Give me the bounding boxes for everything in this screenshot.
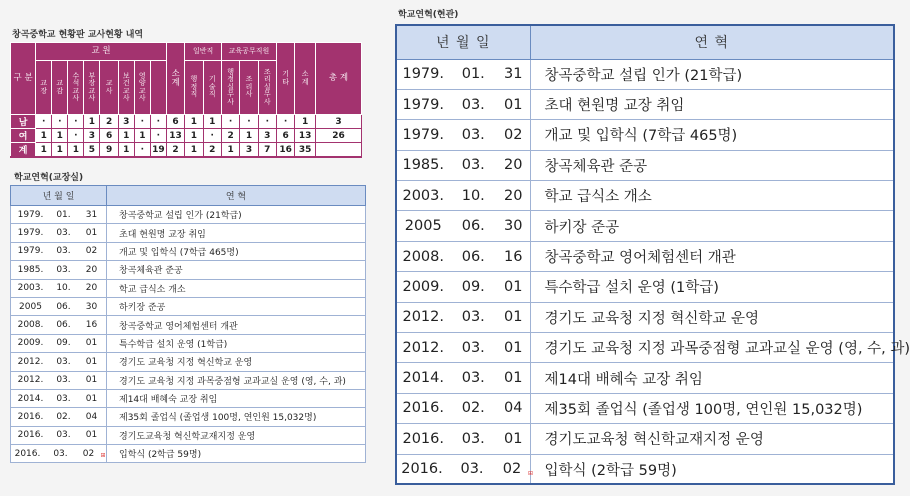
staff-cell: 1 xyxy=(240,129,258,143)
staff-header-gyowon: 교 원 xyxy=(36,43,167,61)
large-history-date xyxy=(396,424,530,454)
small-history-date-year: 2016. xyxy=(17,411,44,422)
staff-header-gubun: 구 분 xyxy=(11,43,36,115)
large-history-row xyxy=(396,211,894,241)
large-history-date-year: 2005 xyxy=(404,218,442,235)
large-history-event: 제14대 배혜숙 교장 취임 xyxy=(530,363,894,393)
large-history-date-day: 01 xyxy=(504,339,523,356)
staff-row-label: 남 xyxy=(11,115,36,129)
staff-cell: 9 xyxy=(100,143,118,158)
small-history-date-day: 01 xyxy=(85,430,98,441)
large-history-table xyxy=(395,24,910,485)
staff-table-title: 창곡중학교 현황판 교사현황 내역 xyxy=(12,30,144,40)
staff-cell: 2 xyxy=(100,115,118,129)
large-history-date-year: 2008. xyxy=(402,248,444,265)
staff-cell: 1 xyxy=(221,143,239,158)
large-history-event: 특수학급 설치 운영 (1학급) xyxy=(530,272,894,302)
large-history-date-year: 2016. xyxy=(402,400,444,417)
large-history-date-month: 02. xyxy=(461,400,485,417)
large-history-date-day: 04 xyxy=(504,400,523,417)
staff-col-header: 기술직 xyxy=(203,61,221,115)
large-history-date-day: 01 xyxy=(504,96,523,113)
staff-cell: 1 xyxy=(295,115,316,129)
staff-cell: · xyxy=(36,115,52,129)
staff-cell: 19 xyxy=(150,143,166,158)
small-history-row xyxy=(11,261,366,279)
staff-col-header: 부장교사 xyxy=(84,61,100,115)
small-history-event: 경기도교육청 혁신학교재지정 운영 xyxy=(107,426,366,444)
staff-row-label: 여 xyxy=(11,129,36,143)
large-history-row xyxy=(396,393,894,423)
staff-cell: 7 xyxy=(258,143,276,158)
staff-cell: 35 xyxy=(295,143,316,158)
large-history-date-day: 31 xyxy=(504,66,523,83)
large-history-date-header: 년 월 일 xyxy=(396,25,530,59)
large-history-date-month: 09. xyxy=(461,278,485,295)
staff-cell: 1 xyxy=(203,115,221,129)
small-history-row xyxy=(11,353,366,371)
staff-cell: · xyxy=(276,115,294,129)
small-history-row xyxy=(11,297,366,315)
staff-cell: 2 xyxy=(203,143,221,158)
staff-table xyxy=(10,42,362,158)
small-history-date-day: 02 xyxy=(85,246,98,257)
small-history-date xyxy=(11,316,107,334)
large-history-row xyxy=(396,181,894,211)
small-history-date-year: 2009. xyxy=(17,338,44,349)
staff-cell: · xyxy=(203,129,221,143)
small-history-date-month: 03. xyxy=(56,264,71,275)
small-history-date xyxy=(11,371,107,389)
large-history-date xyxy=(396,150,530,180)
small-history-event: 창곡중학교 영어체험센터 개관 xyxy=(107,316,366,334)
large-history-date-day: 20 xyxy=(504,187,523,204)
large-history-row xyxy=(396,272,894,302)
small-history-date-year: 1979. xyxy=(17,246,44,257)
small-history-date-month: 03. xyxy=(56,246,71,257)
large-history-date xyxy=(396,302,530,332)
small-history-date-header: 년 월 일 xyxy=(11,186,107,206)
staff-cell: · xyxy=(258,115,276,129)
small-history-event: 입학식 (2학급 59명) xyxy=(107,445,366,463)
small-history-date-month: 03. xyxy=(53,448,68,459)
staff-col-header: 교장 xyxy=(36,61,52,115)
large-history-event-header: 연 혁 xyxy=(530,25,894,59)
staff-cell: 13 xyxy=(166,129,184,143)
small-history-date xyxy=(11,224,107,242)
staff-header-gyowon-subtotal: 소 계 xyxy=(166,43,184,115)
staff-col-header: 영양교사 xyxy=(134,61,150,115)
staff-row xyxy=(11,143,362,158)
large-history-event: 입학식 (2학급 59명) xyxy=(530,454,894,484)
small-history-row xyxy=(11,389,366,407)
staff-header-so: 소 계 xyxy=(295,43,316,115)
small-history-date xyxy=(11,261,107,279)
small-history-date-day: 01 xyxy=(85,228,98,239)
large-history-date-year: 2016. xyxy=(401,461,443,478)
staff-cell: 1 xyxy=(36,143,52,158)
staff-cell: 1 xyxy=(84,115,100,129)
large-history-date-day: 02 xyxy=(502,461,522,478)
large-history-event: 학교 급식소 개소 xyxy=(530,181,894,211)
staff-cell: 13 xyxy=(295,129,316,143)
small-history-date-year: 2016. xyxy=(17,430,44,441)
large-history-date-month: 03. xyxy=(461,157,485,174)
large-history-date xyxy=(396,89,530,119)
staff-cell: 1 xyxy=(185,143,203,158)
small-history-date-month: 10. xyxy=(56,283,71,294)
small-history-title: 학교연혁(교장실) xyxy=(14,173,84,183)
small-history-date-year: 2016. xyxy=(14,448,41,459)
staff-cell: 5 xyxy=(84,143,100,158)
small-history-event-header: 연 혁 xyxy=(107,186,366,206)
small-history-row xyxy=(11,279,366,297)
large-history-event: 창곡중학교 영어체험센터 개관 xyxy=(530,241,894,271)
small-history-date-day: 01 xyxy=(85,338,98,349)
small-history-event: 창곡중학교 설립 인가 (21학급) xyxy=(107,206,366,224)
small-history-event: 학교 급식소 개소 xyxy=(107,279,366,297)
small-history-date xyxy=(11,353,107,371)
small-history-row xyxy=(11,242,366,260)
small-history-date-year: 1979. xyxy=(17,209,44,220)
large-history-date xyxy=(396,181,530,211)
staff-cell: · xyxy=(150,129,166,143)
small-history-date-year: 2005 xyxy=(19,301,42,312)
staff-cell: 3 xyxy=(84,129,100,143)
large-history-event: 초대 현원명 교장 취임 xyxy=(530,89,894,119)
staff-col-header: 교감 xyxy=(52,61,68,115)
small-history-event: 창곡체육관 준공 xyxy=(107,261,366,279)
staff-col-header: 보건교사 xyxy=(118,61,134,115)
large-history-date-month: 03. xyxy=(461,126,485,143)
small-history-date xyxy=(11,279,107,297)
small-history-row xyxy=(11,206,366,224)
staff-cell: 3 xyxy=(315,115,361,129)
staff-cell: 26 xyxy=(315,129,361,143)
large-history-date xyxy=(396,363,530,393)
staff-cell: 1 xyxy=(68,143,84,158)
large-history-date-day: 20 xyxy=(504,157,523,174)
large-history-date-day: 16 xyxy=(504,248,523,265)
large-history-date-year: 2012. xyxy=(402,339,444,356)
staff-header-gyoyuk: 교육공무직원 xyxy=(221,43,276,61)
staff-cell: 1 xyxy=(52,129,68,143)
large-history-date-year: 2003. xyxy=(402,187,444,204)
small-history-table xyxy=(10,185,366,463)
large-history-row xyxy=(396,120,894,150)
large-history-date xyxy=(396,454,534,484)
large-history-title: 학교연혁(현관) xyxy=(398,10,459,20)
large-history-date-day: 01 xyxy=(504,430,523,447)
small-history-date xyxy=(11,334,107,352)
large-history-event: 창곡중학교 설립 인가 (21학급) xyxy=(530,59,894,89)
small-history-event: 초대 현원명 교장 취임 xyxy=(107,224,366,242)
small-history-date-year: 2014. xyxy=(17,393,44,404)
large-history-date-year: 2012. xyxy=(402,309,444,326)
small-history-date-month: 01. xyxy=(56,209,71,220)
large-history-date-day: 01 xyxy=(504,278,523,295)
small-history-date-month: 06. xyxy=(56,320,71,331)
large-history-date-month: 03. xyxy=(461,309,485,326)
large-history-event: 창곡체육관 준공 xyxy=(530,150,894,180)
staff-cell: 3 xyxy=(118,115,134,129)
small-history-date xyxy=(11,389,107,407)
large-history-date-year: 2016. xyxy=(402,430,444,447)
large-history-date-day: 01 xyxy=(504,309,523,326)
small-history-date xyxy=(11,426,107,444)
large-history-row xyxy=(396,424,894,454)
table-resize-icon: ⊞ xyxy=(528,470,534,478)
large-history-date-year: 1979. xyxy=(402,66,444,83)
staff-cell: 1 xyxy=(118,143,134,158)
large-history-date xyxy=(396,211,530,241)
large-history-event: 경기도 교육청 지정 혁신학교 운영 xyxy=(530,302,894,332)
staff-cell: · xyxy=(52,115,68,129)
small-history-date-day: 31 xyxy=(85,209,98,220)
large-history-date-month: 01. xyxy=(461,66,485,83)
small-history-row xyxy=(11,408,366,426)
small-history-date-day: 01 xyxy=(85,356,98,367)
large-history-date-year: 1979. xyxy=(402,126,444,143)
staff-col-header: 교사 xyxy=(100,61,118,115)
small-history-date-month: 06. xyxy=(56,301,71,312)
small-history-date xyxy=(11,206,107,224)
staff-cell: 1 xyxy=(36,129,52,143)
small-history-date-day: 16 xyxy=(85,320,98,331)
large-history-date-day: 01 xyxy=(504,370,523,387)
large-history-event: 경기도교육청 혁신학교재지정 운영 xyxy=(530,424,894,454)
small-history-date-month: 02. xyxy=(56,411,71,422)
small-history-date-day: 02 xyxy=(82,448,95,459)
staff-cell: 1 xyxy=(134,129,150,143)
large-history-date-month: 03. xyxy=(460,461,484,478)
small-history-date-year: 2012. xyxy=(17,375,44,386)
large-history-date xyxy=(396,241,530,271)
large-history-date-month: 06. xyxy=(461,248,485,265)
small-history-date xyxy=(11,297,107,315)
large-history-row xyxy=(396,59,894,89)
small-history-date-day: 20 xyxy=(85,264,98,275)
small-history-date-year: 2008. xyxy=(17,320,44,331)
small-history-date-day: 30 xyxy=(85,301,98,312)
staff-row xyxy=(11,129,362,143)
large-history-date xyxy=(396,59,530,89)
table-resize-icon: ⊞ xyxy=(100,451,106,459)
staff-cell: · xyxy=(134,115,150,129)
staff-header-gita: 기 타 xyxy=(276,43,294,115)
large-history-date-year: 1979. xyxy=(402,96,444,113)
staff-cell: · xyxy=(240,115,258,129)
large-history-date xyxy=(396,120,530,150)
staff-cell: 2 xyxy=(221,129,239,143)
small-history-date-day: 20 xyxy=(85,283,98,294)
large-history-date-year: 1985. xyxy=(402,157,444,174)
staff-col-header: 행정실무사 xyxy=(221,61,239,115)
small-history-event: 하키장 준공 xyxy=(107,297,366,315)
staff-col-header: 행정직 xyxy=(185,61,203,115)
large-history-event: 제35회 졸업식 (졸업생 100명, 연인원 15,032명) xyxy=(530,393,894,423)
staff-cell: · xyxy=(134,143,150,158)
small-history-date-month: 03. xyxy=(56,228,71,239)
staff-cell: 16 xyxy=(276,143,294,158)
small-history-date-month: 03. xyxy=(56,356,71,367)
large-history-date-day: 02 xyxy=(504,126,523,143)
staff-header-chong: 총 계 xyxy=(315,43,361,115)
small-history-date-month: 09. xyxy=(56,338,71,349)
small-history-date-day: 04 xyxy=(85,411,98,422)
small-history-date-month: 03. xyxy=(56,430,71,441)
small-history-date xyxy=(11,408,107,426)
small-history-event: 경기도 교육청 지정 혁신학교 운영 xyxy=(107,353,366,371)
small-history-row xyxy=(11,316,366,334)
large-history-date-month: 03. xyxy=(461,430,485,447)
staff-cell: 3 xyxy=(258,129,276,143)
small-history-date-year: 2012. xyxy=(17,356,44,367)
staff-cell: 1 xyxy=(185,129,203,143)
large-history-row xyxy=(396,89,894,119)
staff-col-header xyxy=(150,61,166,115)
small-history-event: 제14대 배혜숙 교장 취임 xyxy=(107,389,366,407)
staff-cell xyxy=(315,143,361,158)
large-history-row xyxy=(396,302,894,332)
large-history-date-month: 06. xyxy=(461,218,485,235)
large-history-row xyxy=(396,363,894,393)
staff-row-label: 계 xyxy=(11,143,36,158)
large-history-date-day: 30 xyxy=(504,218,523,235)
staff-cell: 3 xyxy=(240,143,258,158)
large-history-date xyxy=(396,333,530,363)
small-history-date-day: 01 xyxy=(85,393,98,404)
small-history-date-day: 01 xyxy=(85,375,98,386)
staff-cell: 1 xyxy=(185,115,203,129)
staff-cell: 1 xyxy=(52,143,68,158)
staff-cell: 6 xyxy=(166,115,184,129)
small-history-event: 제35회 졸업식 (졸업생 100명, 연인원 15,032명) xyxy=(107,408,366,426)
large-history-date xyxy=(396,272,530,302)
small-history-event: 경기도 교육청 지정 과목중점형 교과교실 운영 (영, 수, 과) xyxy=(107,371,366,389)
small-history-event: 개교 및 입학식 (7학급 465명) xyxy=(107,242,366,260)
staff-col-header: 조리사 xyxy=(240,61,258,115)
large-history-row xyxy=(396,241,894,271)
small-history-row xyxy=(11,224,366,242)
staff-cell: 6 xyxy=(276,129,294,143)
staff-cell: 2 xyxy=(166,143,184,158)
large-history-date-year: 2009. xyxy=(402,278,444,295)
staff-cell: · xyxy=(221,115,239,129)
staff-header-ilbanjik: 일반직 xyxy=(185,43,222,61)
large-history-row xyxy=(396,150,894,180)
large-history-date-month: 10. xyxy=(461,187,485,204)
small-history-date xyxy=(11,445,107,463)
staff-cell: 6 xyxy=(100,129,118,143)
small-history-date-year: 2003. xyxy=(17,283,44,294)
small-history-date-year: 1985. xyxy=(17,264,44,275)
small-history-row xyxy=(11,445,366,463)
large-history-row xyxy=(396,333,894,363)
small-history-event: 특수학급 설치 운영 (1학급) xyxy=(107,334,366,352)
large-history-event: 경기도 교육청 지정 과목중점형 교과교실 운영 (영, 수, 과) xyxy=(530,333,894,363)
staff-cell: · xyxy=(150,115,166,129)
small-history-row xyxy=(11,426,366,444)
small-history-date-month: 03. xyxy=(56,393,71,404)
large-history-row xyxy=(396,454,894,484)
small-history-date xyxy=(11,242,107,260)
staff-cell: · xyxy=(68,129,84,143)
large-history-date-month: 03. xyxy=(461,96,485,113)
large-history-event: 하키장 준공 xyxy=(530,211,894,241)
large-history-date xyxy=(396,393,530,423)
large-history-date-month: 03. xyxy=(461,339,485,356)
large-history-date-month: 03. xyxy=(461,370,485,387)
small-history-row xyxy=(11,334,366,352)
staff-col-header: 조리실무사 xyxy=(258,61,276,115)
staff-row xyxy=(11,115,362,129)
staff-cell: 1 xyxy=(118,129,134,143)
staff-col-header: 수석교사 xyxy=(68,61,84,115)
small-history-date-year: 1979. xyxy=(17,228,44,239)
small-history-date-month: 03. xyxy=(56,375,71,386)
large-history-date-year: 2014. xyxy=(402,370,444,387)
staff-cell: · xyxy=(68,115,84,129)
large-history-event: 개교 및 입학식 (7학급 465명) xyxy=(530,120,894,150)
small-history-row xyxy=(11,371,366,389)
